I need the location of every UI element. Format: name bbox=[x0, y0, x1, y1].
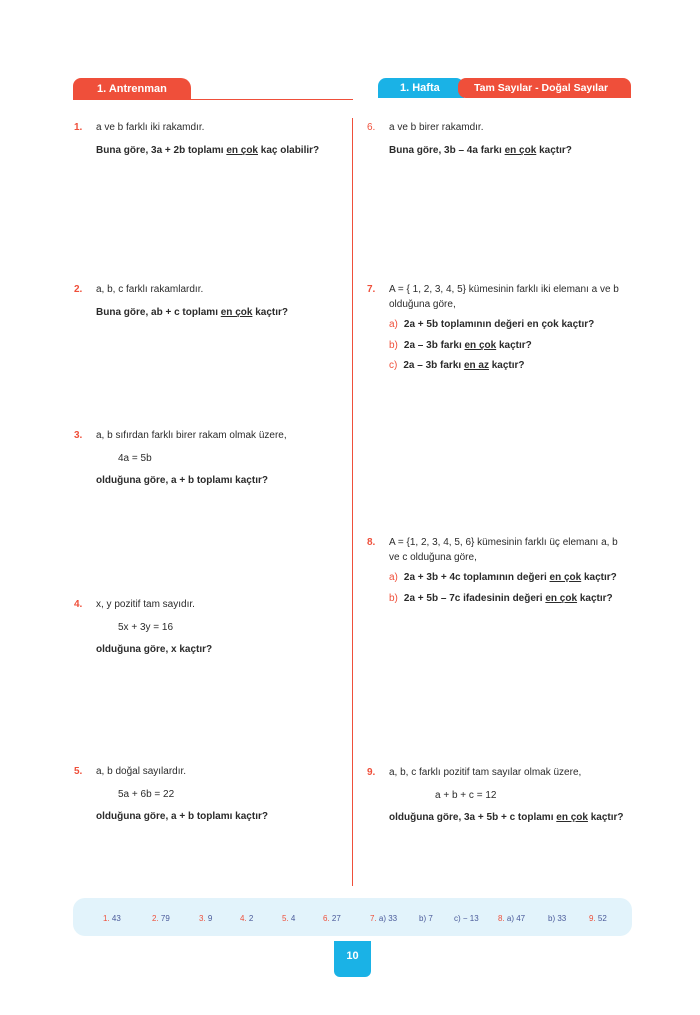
equation: 5x + 3y = 16 bbox=[118, 621, 174, 633]
question-8 bbox=[367, 536, 618, 606]
question-text-line-2: olduğuna göre, bbox=[389, 298, 456, 310]
equation: a + b + c = 12 bbox=[435, 789, 497, 801]
question-7 bbox=[367, 283, 619, 374]
sub-question-a: a) 2a + 3b + 4c toplamının değeri en çok kaçtır? bbox=[389, 572, 617, 583]
question-number: 3. bbox=[74, 430, 83, 441]
question-number: 7. bbox=[367, 284, 376, 295]
question-5 bbox=[74, 765, 268, 825]
question-text: a, b, c farklı pozitif tam sayılar olmak üzere, bbox=[389, 767, 582, 778]
question-prompt: olduğuna göre, a + b toplamı kaçtır? bbox=[96, 475, 268, 486]
topic-tab: Tam Sayılar - Doğal Sayılar bbox=[458, 78, 631, 98]
answer-item: 7. a) 33 bbox=[370, 914, 398, 923]
sub-question-c: c) 2a – 3b farkı en az kaçtır? bbox=[389, 360, 525, 371]
answer-item: 5. 4 bbox=[282, 914, 296, 923]
header-rule bbox=[73, 99, 353, 100]
equation: 5a + 6b = 22 bbox=[118, 788, 175, 800]
question-text-line-1: A = { 1, 2, 3, 4, 5} kümesinin farklı iki elemanı a ve b bbox=[389, 284, 619, 295]
equation: 4a = 5b bbox=[118, 452, 152, 464]
answer-item: 6. 27 bbox=[323, 914, 341, 923]
question-4 bbox=[74, 598, 213, 658]
answer-item: 1. 43 bbox=[103, 914, 121, 923]
question-text: a ve b birer rakamdır. bbox=[389, 122, 484, 133]
answer-item: 4. 2 bbox=[240, 914, 254, 923]
question-text: a, b sıfırdan farklı birer rakam olmak üzere, bbox=[96, 430, 287, 441]
question-number: 8. bbox=[367, 537, 376, 548]
question-6 bbox=[367, 121, 572, 158]
question-3 bbox=[74, 429, 287, 489]
question-text: x, y pozitif tam sayıdır. bbox=[96, 599, 195, 610]
question-9 bbox=[367, 766, 624, 826]
question-prompt: Buna göre, 3b – 4a farkı en çok kaçtır? bbox=[389, 144, 572, 156]
sub-question-b: b) 2a – 3b farkı en çok kaçtır? bbox=[389, 339, 532, 351]
question-number: 9. bbox=[367, 767, 376, 778]
question-prompt: Buna göre, ab + c toplamı en çok kaçtır? bbox=[96, 306, 289, 318]
question-text-line-1: A = {1, 2, 3, 4, 5, 6} kümesinin farklı üç elemanı a, b bbox=[389, 537, 618, 548]
question-number: 1. bbox=[74, 122, 83, 133]
week-tab: 1. Hafta bbox=[378, 78, 464, 98]
question-prompt: olduğuna göre, 3a + 5b + c toplamı en çok kaçtır? bbox=[389, 812, 624, 823]
answer-item: c) − 13 bbox=[454, 914, 479, 923]
question-number: 4. bbox=[74, 599, 83, 610]
answer-item: 2. 79 bbox=[152, 914, 170, 923]
question-text-line-2: ve c olduğuna göre, bbox=[389, 551, 477, 563]
column-divider bbox=[352, 118, 353, 886]
question-prompt: olduğuna göre, a + b toplamı kaçtır? bbox=[96, 811, 268, 822]
question-number: 2. bbox=[74, 284, 83, 295]
question-text: a ve b farklı iki rakamdır. bbox=[96, 122, 205, 133]
question-prompt: Buna göre, 3a + 2b toplamı en çok kaç olabilir? bbox=[96, 144, 320, 156]
section-tab-antrenman: 1. Antrenman bbox=[73, 78, 191, 100]
answer-item: 9. 52 bbox=[589, 914, 607, 923]
question-number: 6. bbox=[367, 122, 376, 133]
answer-item: 3. 9 bbox=[199, 914, 213, 923]
sub-question-a: a) 2a + 5b toplamının değeri en çok kaçtır? bbox=[389, 319, 595, 330]
answer-item: b) 7 bbox=[419, 914, 433, 923]
answer-key bbox=[73, 898, 632, 936]
question-text: a, b, c farklı rakamlardır. bbox=[96, 284, 204, 295]
page-number: 10 bbox=[334, 941, 371, 977]
sub-question-b: b) 2a + 5b – 7c ifadesinin değeri en çok kaçtır? bbox=[389, 592, 613, 604]
question-prompt: olduğuna göre, x kaçtır? bbox=[96, 644, 213, 655]
question-text: a, b doğal sayılardır. bbox=[96, 766, 187, 777]
question-1 bbox=[74, 121, 320, 158]
answer-item: b) 33 bbox=[548, 914, 567, 923]
answer-item: 8. a) 47 bbox=[498, 914, 526, 923]
question-2 bbox=[74, 283, 289, 320]
question-number: 5. bbox=[74, 766, 83, 777]
